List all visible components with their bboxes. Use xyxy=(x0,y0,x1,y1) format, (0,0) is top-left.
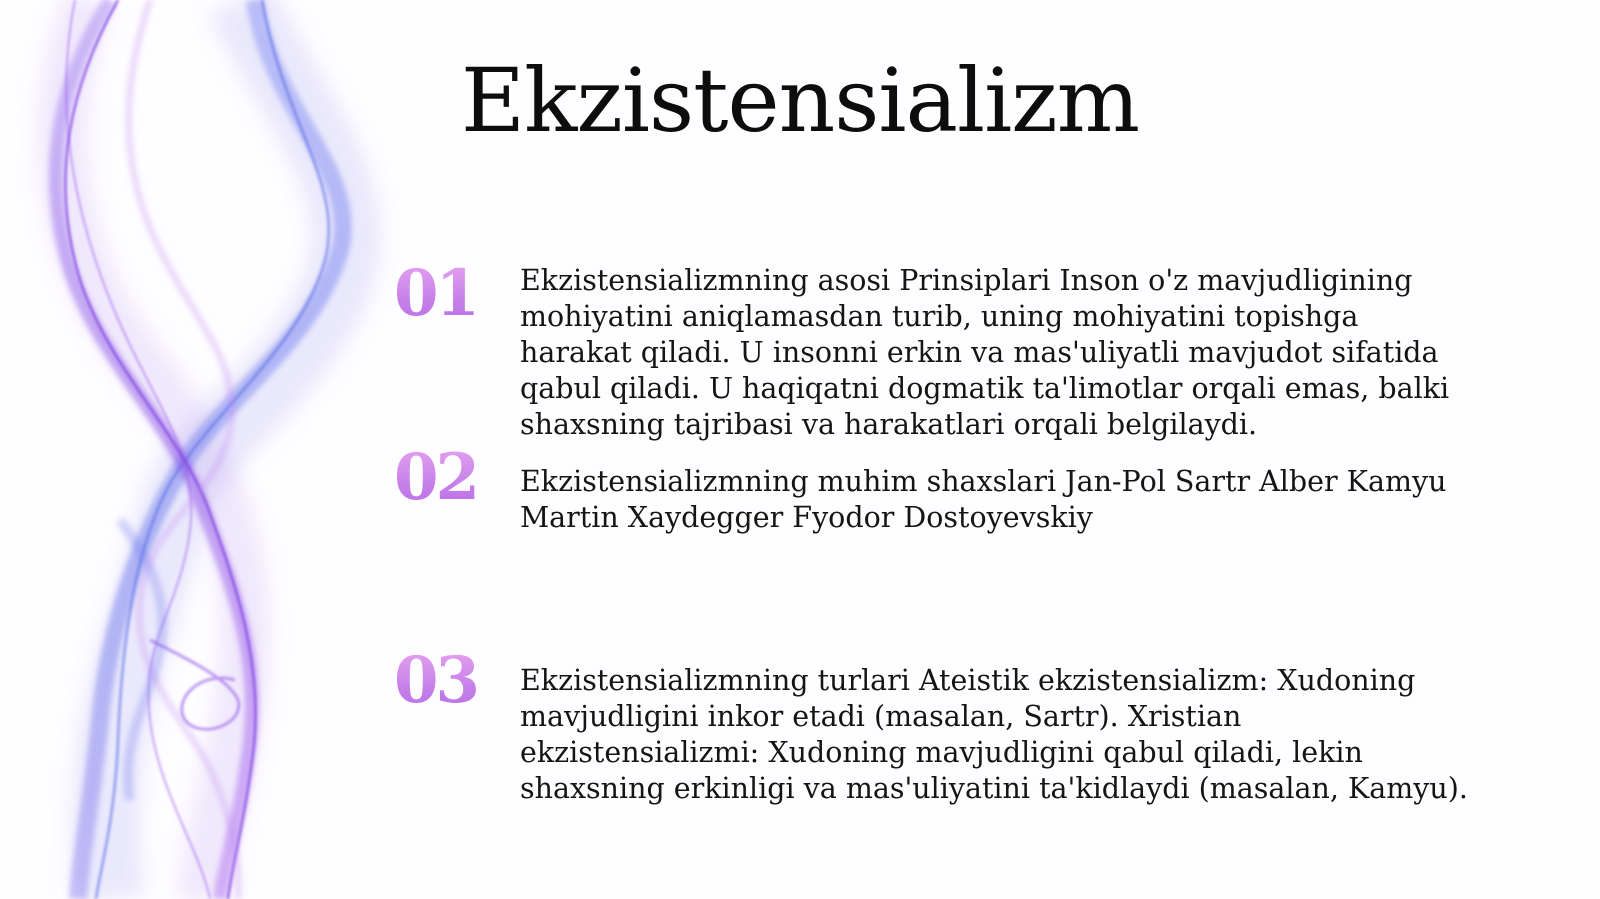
item-number: 01 xyxy=(394,256,478,331)
item-text: Ekzistensializmning asosi Prinsiplari Inson o'z mavjudligining mohiyatini aniqlamasdan turib, uning mohiyatini topishga harakat qiladi. U insonni erkin va mas'uliyatli mavjudot sifatida qabul qiladi. U haqiqatni dogmatik ta'limotlar orqali emas, balki shaxsning tajribasi va harakatlari orqali belgilaydi. xyxy=(520,264,1450,441)
item-text: Ekzistensializmning muhim shaxslari Jan-Pol Sartr Alber Kamyu Martin Xaydegger Fyodor Dostoyevskiy xyxy=(520,465,1447,534)
item-number: 03 xyxy=(394,643,478,718)
slide-title: Ekzistensializm xyxy=(460,49,1140,152)
item-text: Ekzistensializmning turlari Ateistik ekzistensializm: Xudoning mavjudligini inkor etadi (masalan, Sartr). Xristian ekzistensializmi: Xudoning mavjudligini qabul qiladi, lekin shaxsning erkinligi va mas'uliyatini ta'kidlaydi (masalan, Kamyu). xyxy=(520,664,1468,805)
item-number: 02 xyxy=(394,440,478,515)
